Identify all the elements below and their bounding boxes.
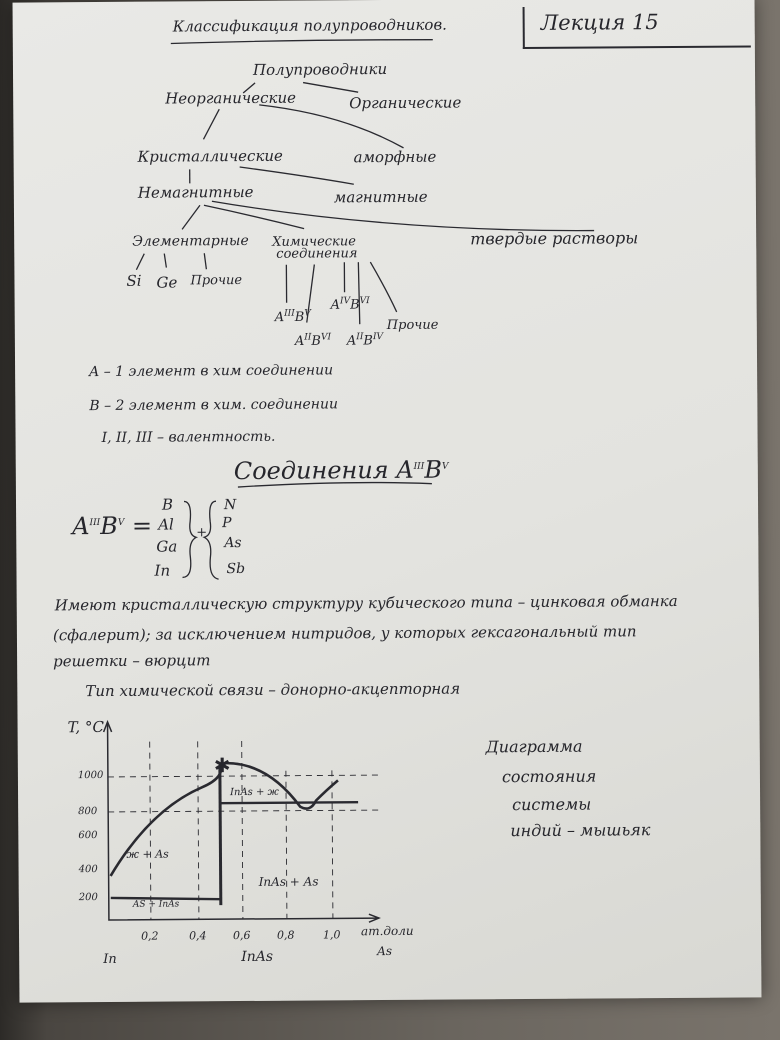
bracket-group3 [182, 501, 197, 577]
page-title: Классификация полупроводников. [172, 15, 447, 36]
element-other: Прочие [190, 273, 243, 289]
x-tick-0-6: 0,6 [232, 928, 251, 943]
compound-other: Прочие [386, 317, 439, 333]
x-tick-0-8: 0,8 [276, 928, 295, 942]
tree-inorganic: Неорганические [165, 88, 297, 108]
compound-a4b6: $A^{IV}B^{VI}$ [330, 296, 370, 313]
plus-sign: + [196, 525, 208, 541]
tree-organic: Органические [349, 93, 462, 113]
group3-al: Al [158, 515, 174, 534]
tree-root: Полупроводники [252, 59, 388, 79]
phase-diagram [104, 720, 379, 924]
y-tick-200: 200 [78, 892, 98, 904]
y-tick-1000: 1000 [77, 769, 104, 782]
compound-a2b6: $A^{II}B^{VI}$ [294, 332, 332, 349]
lecture-number: Лекция 15 [540, 10, 659, 35]
element-si: Si [126, 271, 142, 290]
paragraph-line-1: Имеют кристаллическую структуру кубического типа – цинковая обманка [54, 591, 678, 615]
arrow-nonmagnetic-elemental [182, 205, 200, 229]
tree-elemental: Элементарные [132, 232, 249, 250]
region-inas-as: InAs + As [258, 874, 319, 889]
diagram-y-label: T, °C [67, 717, 104, 737]
note-a: A – 1 элемент в хим соединении [89, 362, 334, 381]
paragraph-line-2: (сфалерит); за исключением нитридов, у которых гексагональный тип [52, 622, 637, 645]
x-tick-1-0: 1,0 [322, 928, 341, 942]
region-liquid-as: ж + As [126, 847, 169, 861]
paragraph-line-4: Тип химической связи – донорно-акцепторная [85, 679, 461, 701]
y-tick-600: 600 [78, 830, 98, 842]
y-tick-400: 400 [78, 864, 98, 876]
formula-a3b5: $A^{III}B^V$ = [72, 511, 153, 541]
group5-n: N [223, 497, 237, 514]
x-compound-inas: InAs [241, 948, 274, 966]
tree-nonmagnetic: Немагнитные [137, 182, 254, 202]
arrow-inorganic-crystalline [203, 109, 219, 139]
group3-b: B [161, 495, 174, 514]
arrow-root-organic [303, 82, 358, 92]
eutectic-right [220, 802, 358, 803]
gridlines [108, 740, 379, 920]
tree-solid-solutions: твердые растворы [470, 228, 639, 249]
paragraph-line-3: решетки – вюрцит [53, 651, 211, 671]
y-tick-800: 800 [78, 806, 98, 818]
arrows-elements [136, 253, 206, 269]
x-left-in: In [103, 951, 117, 967]
arrow-crystalline-magnetic [240, 166, 354, 185]
compound-line [220, 767, 221, 905]
group5-as: As [224, 535, 242, 552]
tree-crystalline: Кристаллические [137, 146, 283, 166]
caption-line-2: состояния [501, 766, 597, 787]
group3-in: In [154, 561, 171, 580]
tree-amorphous: аморфные [353, 147, 437, 167]
region-as-inas: AS + InAs [132, 899, 180, 910]
x-tick-0-4: 0,4 [188, 929, 207, 943]
group5-sb: Sb [226, 560, 246, 578]
x-tick-0-2: 0,2 [140, 929, 159, 943]
group3-ga: Ga [156, 537, 178, 556]
compound-a3b5: $A^{III}B^V$ [274, 308, 311, 326]
diagram-axes [108, 720, 379, 920]
caption-line-1: Диаграмма [485, 736, 583, 757]
region-inas-liquid: InAs + ж [230, 786, 279, 799]
notebook-page [13, 0, 762, 1003]
x-axis-label-1: ат.доли [360, 923, 414, 939]
note-valence: I, II, III – валентность. [101, 428, 276, 446]
compound-a2b4: $A^{II}B^{IV}$ [346, 332, 384, 349]
note-b: B – 2 элемент в хим. соединении [89, 396, 339, 415]
title-underline [171, 39, 433, 43]
tree-compounds-2: соединения [276, 246, 358, 262]
caption-line-4: индий – мышьяк [510, 820, 651, 841]
section-title: Соединения $A^{III}B^V$ [233, 455, 449, 486]
caption-line-3: системы [512, 794, 592, 815]
tree-magnetic: магнитные [333, 187, 428, 207]
x-axis-label-2: As [377, 943, 393, 959]
star-icon: ✱ [213, 753, 231, 778]
tree-compounds-1: Химические [272, 234, 356, 250]
group5-p: P [222, 515, 232, 532]
element-ge: Ge [156, 273, 178, 292]
